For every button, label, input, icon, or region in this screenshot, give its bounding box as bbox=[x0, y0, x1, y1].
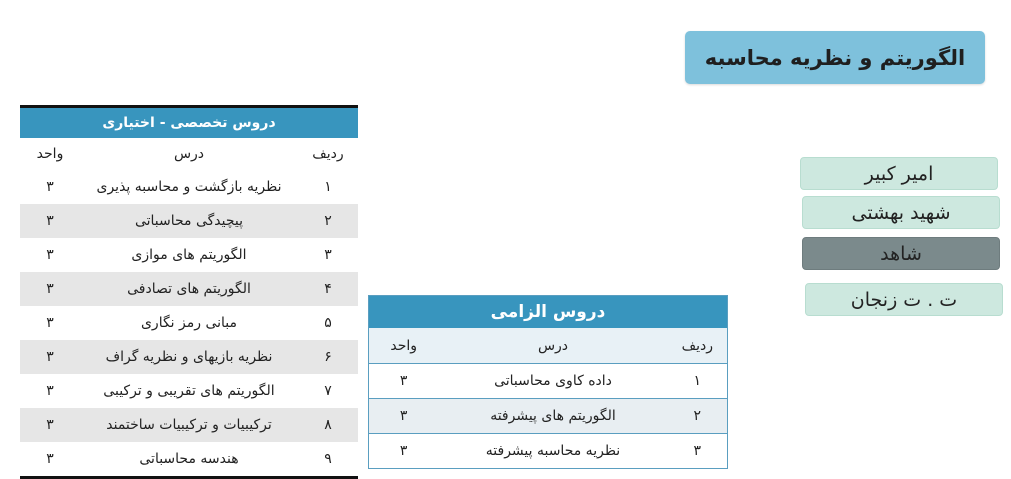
column-header-course: درس bbox=[438, 328, 667, 364]
table-row bbox=[20, 340, 358, 374]
course-units: ۳ bbox=[20, 204, 80, 238]
course-name: نظریه بازیهای و نظریه گراف bbox=[80, 340, 298, 374]
row-number: ۷ bbox=[298, 374, 358, 408]
course-units: ۳ bbox=[369, 399, 439, 434]
course-units: ۳ bbox=[20, 170, 80, 205]
course-units: ۳ bbox=[20, 340, 80, 374]
table-row bbox=[20, 306, 358, 340]
university-shahid-beheshti[interactable]: شهید بهشتی bbox=[802, 196, 1000, 229]
column-header-row: ردیف bbox=[668, 328, 728, 364]
course-units: ۳ bbox=[20, 272, 80, 306]
course-units: ۳ bbox=[369, 364, 439, 399]
column-header-row: ردیف bbox=[298, 138, 358, 170]
mandatory-courses-table bbox=[368, 295, 728, 469]
row-number: ۹ bbox=[298, 442, 358, 478]
course-units: ۳ bbox=[369, 434, 439, 469]
row-number: ۵ bbox=[298, 306, 358, 340]
table-row bbox=[20, 170, 358, 205]
course-name: الگوریتم های تصادفی bbox=[80, 272, 298, 306]
table-row bbox=[369, 399, 728, 434]
table-row bbox=[20, 238, 358, 272]
course-name: ترکیبیات و ترکیبیات ساختمند bbox=[80, 408, 298, 442]
course-name: پیچیدگی محاسباتی bbox=[80, 204, 298, 238]
table-row bbox=[20, 204, 358, 238]
table-row bbox=[369, 434, 728, 469]
elective-table-header: دروس تخصصی - اختیاری bbox=[20, 108, 358, 138]
course-name: نظریه بازگشت و محاسبه پذیری bbox=[80, 170, 298, 205]
page-title: الگوریتم و نظریه محاسبه bbox=[685, 31, 985, 84]
course-units: ۳ bbox=[20, 408, 80, 442]
row-number: ۲ bbox=[668, 399, 728, 434]
column-header-unit: واحد bbox=[369, 328, 439, 364]
table-row bbox=[20, 408, 358, 442]
mandatory-table-header: دروس الزامی bbox=[369, 296, 728, 329]
column-header-course: درس bbox=[80, 138, 298, 170]
row-number: ۱ bbox=[298, 170, 358, 205]
course-name: هندسه محاسباتی bbox=[80, 442, 298, 478]
table-row bbox=[369, 364, 728, 399]
course-name: مبانی رمز نگاری bbox=[80, 306, 298, 340]
column-header-unit: واحد bbox=[20, 138, 80, 170]
elective-courses-table bbox=[20, 105, 358, 479]
course-units: ۳ bbox=[20, 238, 80, 272]
row-number: ۴ bbox=[298, 272, 358, 306]
course-name: الگوریتم های موازی bbox=[80, 238, 298, 272]
row-number: ۱ bbox=[668, 364, 728, 399]
table-row bbox=[20, 272, 358, 306]
course-name: نظریه محاسبه پیشرفته bbox=[438, 434, 667, 469]
university-shahed[interactable]: شاهد bbox=[802, 237, 1000, 270]
row-number: ۲ bbox=[298, 204, 358, 238]
row-number: ۳ bbox=[668, 434, 728, 469]
university-amirkabir[interactable]: امیر کبیر bbox=[800, 157, 998, 190]
course-name: الگوریتم های تقریبی و ترکیبی bbox=[80, 374, 298, 408]
row-number: ۳ bbox=[298, 238, 358, 272]
course-units: ۳ bbox=[20, 374, 80, 408]
course-name: داده کاوی محاسباتی bbox=[438, 364, 667, 399]
university-zanjan[interactable]: ت . ت زنجان bbox=[805, 283, 1003, 316]
table-row bbox=[20, 374, 358, 408]
course-name: الگوریتم های پیشرفته bbox=[438, 399, 667, 434]
row-number: ۶ bbox=[298, 340, 358, 374]
course-units: ۳ bbox=[20, 306, 80, 340]
course-units: ۳ bbox=[20, 442, 80, 478]
row-number: ۸ bbox=[298, 408, 358, 442]
table-row bbox=[20, 442, 358, 478]
